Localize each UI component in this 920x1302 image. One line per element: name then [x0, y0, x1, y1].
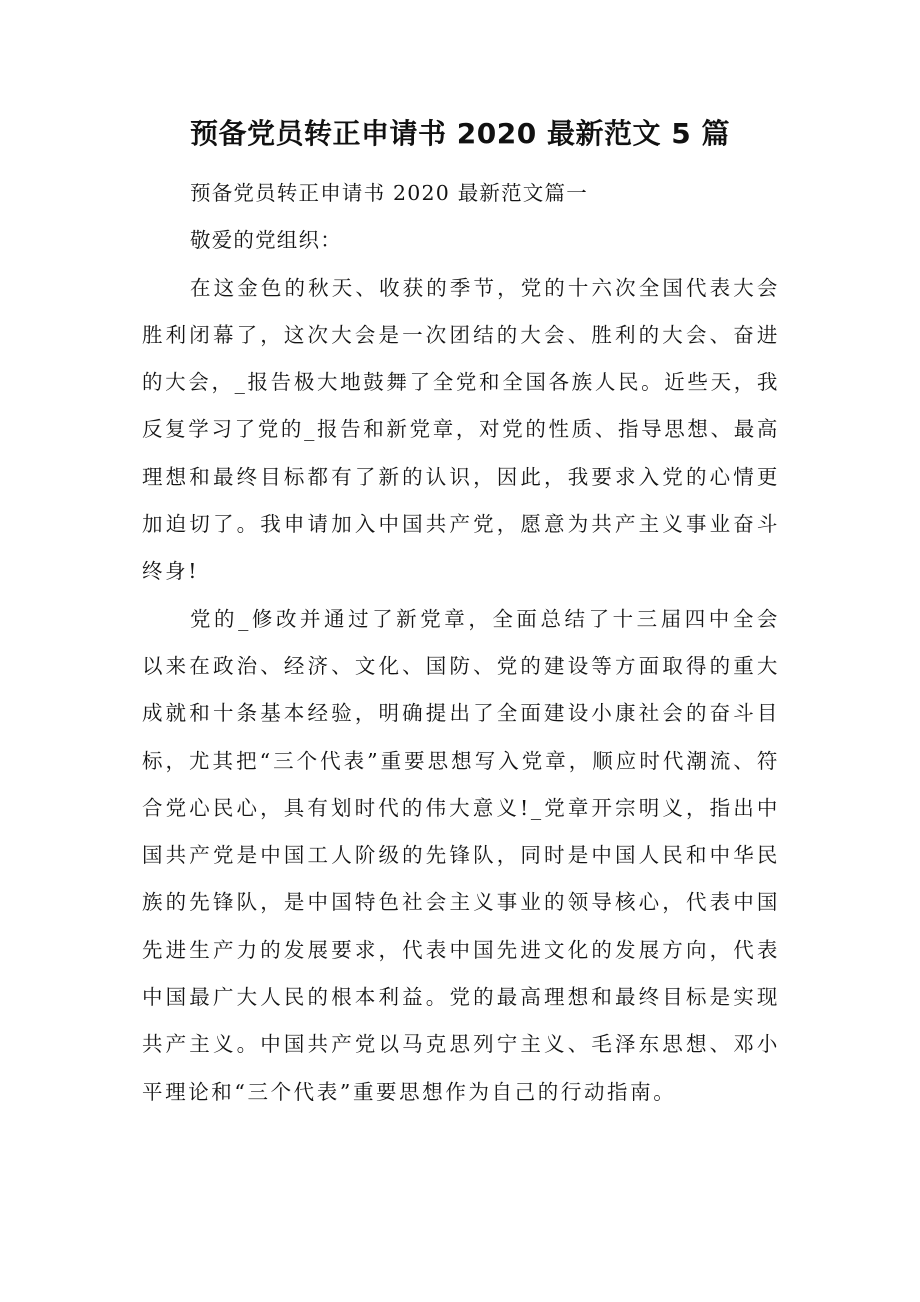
salutation: 敬爱的党组织： [190, 228, 342, 253]
document-title: 预备党员转正申请书 2020 最新范文 5 篇 [190, 117, 730, 150]
paragraph-2: 党的_修改并通过了新党章，全面总结了十三届四中全会以来在政治、经济、文化、国防、党的建设等方面取得的重大成就和十条基本经验，明确提出了全面建设小康社会的奋斗目标，尤其把“三个代表”重要思想写入党章，顺应时代潮流、符合党心民心，具有划时代的伟大意义!_党章开宗明义，指出中国共产党是中国工人阶级的先锋队，同时是中国人民和中华民族的先锋队，是中国特色社会主义事业的领导核心，代表中国先进生产力的发展要求，代表中国先进文化的发展方向，代表中国最广大人民的根本利益。党的最高理想和最终目标是实现共产主义。中国共产党以马克思列宁主义、毛泽东思想、邓小平理论和“三个代表”重要思想作为自己的行动指南。 [142, 606, 780, 1104]
document-body [142, 170, 780, 1116]
paragraph-1: 在这金色的秋天、收获的季节，党的十六次全国代表大会胜利闭幕了，这次大会是一次团结的大会、胜利的大会、奋进的大会，_报告极大地鼓舞了全党和全国各族人民。近些天，我反复学习了党的_报告和新党章，对党的性质、指导思想、最高理想和最终目标都有了新的认识，因此，我要求入党的心情更加迫切了。我申请加入中国共产党，愿意为共产主义事业奋斗终身! [142, 275, 780, 584]
section-heading: 预备党员转正申请书 2020 最新范文篇一 [190, 181, 588, 205]
